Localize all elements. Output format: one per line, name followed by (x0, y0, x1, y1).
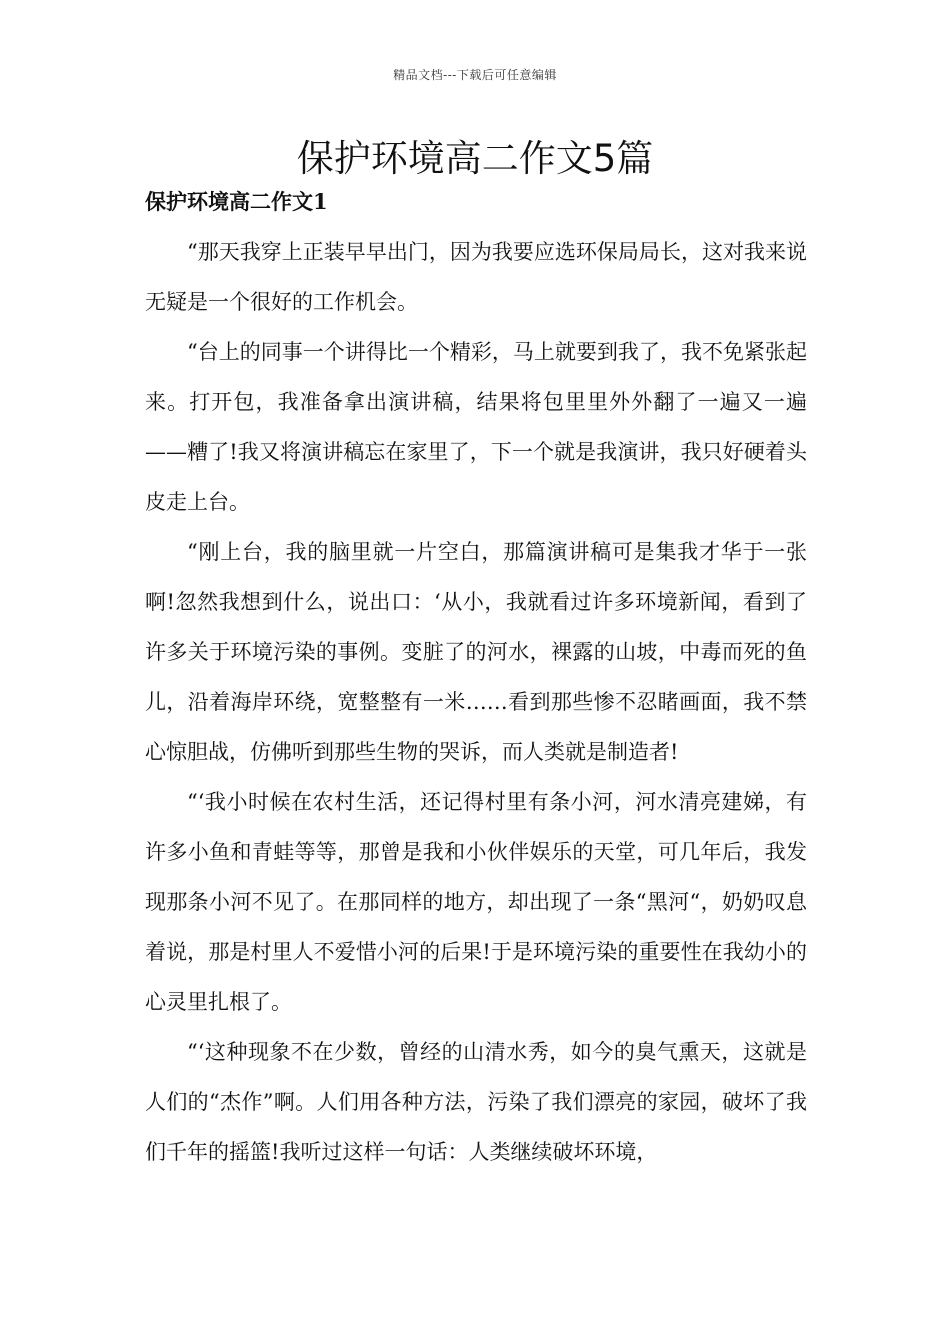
paragraph: “‘这种现象不在少数，曾经的山清水秀，如今的臭气熏天，这就是人们的“杰作”啊。人们用各种方法，污染了我们漂亮的家园，破坏了我们千年的摇篮!我听过这样一句话：人类继续破坏环境， (145, 1040, 807, 1164)
paragraph: “‘我小时候在农村生活，还记得村里有条小河，河水清亮建娣，有许多小鱼和青蛙等等，那曾是我和小伙伴娱乐的天堂，可几年后，我发现那条小河不见了。在那同样的地方，却出现了一条“黑河“，奶奶叹息着说，那是村里人不爱惜小河的后果!于是环境污染的重要性在我幼小的心灵里扎根了。 (145, 790, 807, 1014)
paragraph: “台上的同事一个讲得比一个精彩，马上就要到我了，我不免紧张起来。打开包，我准备拿出演讲稿，结果将包里里外外翻了一遍又一遍——糟了!我又将演讲稿忘在家里了，下一个就是我演讲，我只好硬着头皮走上台。 (145, 340, 807, 514)
section-heading: 保护环境高二作文1 (145, 189, 328, 214)
header-note: 精品文档---下载后可任意编辑 (393, 68, 557, 82)
paragraph: “那天我穿上正装早早出门，因为我要应选环保局局长，这对我来说无疑是一个很好的工作机会。 (145, 240, 807, 314)
document-title: 保护环境高二作文5篇 (296, 137, 654, 180)
article-body (145, 227, 807, 1177)
paragraph: “刚上台，我的脑里就一片空白，那篇演讲稿可是集我才华于一张啊!忽然我想到什么，说出口：‘从小，我就看过许多环境新闻，看到了许多关于环境污染的事例。变脏了的河水，裸露的山坡，中毒而死的鱼儿，沿着海岸环绕，宽整整有一米……看到那些惨不忍睹画面，我不禁心惊胆战，仿佛听到那些生物的哭诉，而人类就是制造者! (145, 540, 807, 764)
